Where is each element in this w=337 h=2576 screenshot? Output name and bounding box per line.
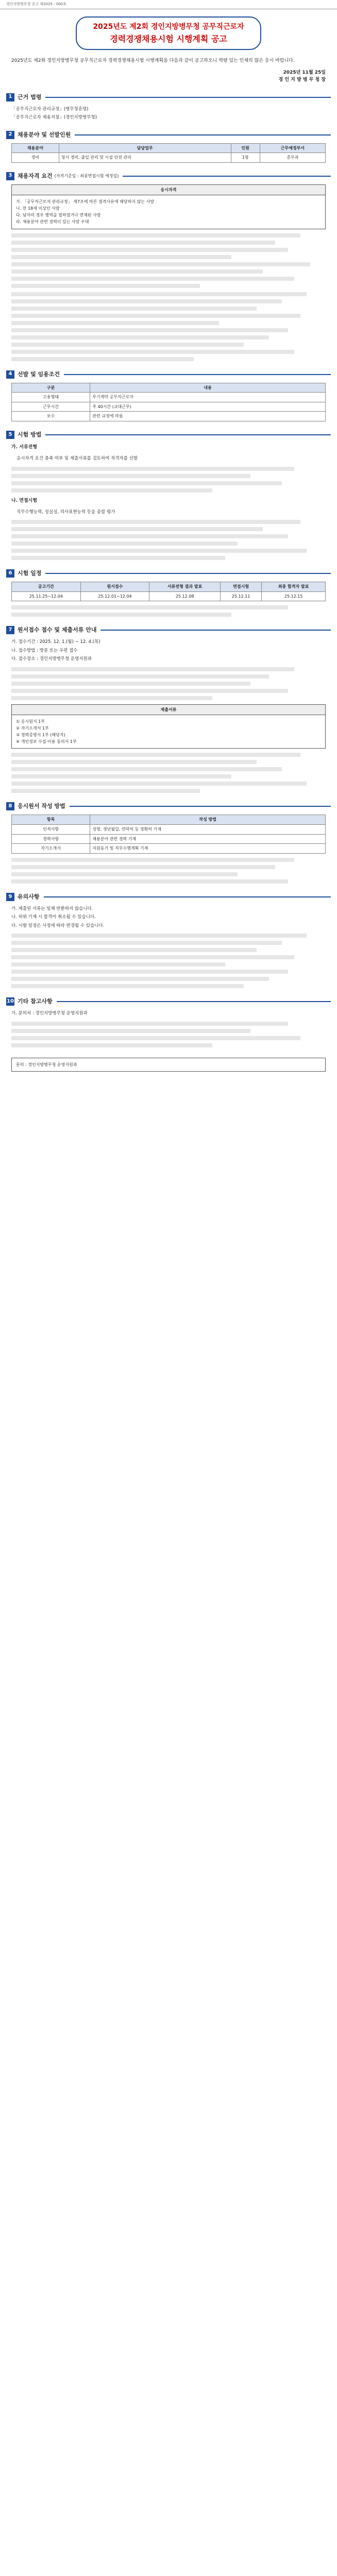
section-rule <box>45 573 331 574</box>
exam-sub-1-text: 응시자격 요건 충족 여부 및 제출서류를 검토하여 적격자를 선발 <box>16 456 138 462</box>
section-title: 유의사항 <box>18 893 40 900</box>
qual-details <box>11 233 326 288</box>
section-4-header <box>6 370 331 379</box>
section-3-header <box>6 172 331 180</box>
section-rule <box>100 630 331 631</box>
schedule-table-wrap <box>11 582 326 601</box>
table-header-row <box>12 815 326 825</box>
table-cell: 25.11.25~12.04 <box>12 591 81 601</box>
form-details <box>11 858 326 884</box>
section-title: 원서접수 접수 및 제출서류 안내 <box>18 626 97 634</box>
table-header-row <box>12 582 326 592</box>
section-5-header <box>6 431 331 439</box>
table-cell: 관련 규정에 따름 <box>90 412 326 421</box>
table-header-cell: 면접시험 <box>220 582 261 592</box>
section-title: 기타 참고사항 <box>18 998 53 1005</box>
caution-line: 가. 제출된 서류는 일체 반환하지 않습니다. <box>11 906 93 911</box>
doc-line: ③ 경력증명서 1부 (해당자) <box>16 733 65 738</box>
qual-line: 가. 「공무직근로자 관리규정」 제7조에 따른 결격사유에 해당하지 않는 사람 <box>16 199 155 204</box>
section-rule <box>44 896 331 897</box>
table-header-cell: 원서접수 <box>80 582 149 592</box>
apply-line: 나. 접수방법 : 방문 또는 우편 접수 <box>11 648 78 653</box>
section-7-header <box>6 626 331 634</box>
section-9-header <box>6 893 331 901</box>
apply-list <box>11 638 326 663</box>
table-row <box>12 834 326 844</box>
section-rule <box>123 176 331 177</box>
qual-details-2 <box>11 292 326 361</box>
intro-text: 2025년도 제2회 경인지방병무청 공무직근로자 경력경쟁채용시험 시행계획을 다음과 같이 공고하오니 역량 있는 인재의 많은 응시 바랍니다. <box>11 58 295 64</box>
section-1-header <box>6 93 331 101</box>
section-number: 10 <box>6 997 14 1006</box>
table-cell: 25.12.08 <box>149 591 221 601</box>
table-header-cell: 서류전형 결과 발표 <box>149 582 221 592</box>
table-header-cell: 담당업무 <box>59 143 231 153</box>
table-cell: 지원동기 및 직무수행계획 기재 <box>90 844 326 854</box>
apply-details <box>11 667 326 700</box>
table-cell: 인적사항 <box>12 825 90 835</box>
cond-table-wrap <box>11 383 326 421</box>
docs-details <box>11 753 326 793</box>
caution-list <box>11 905 326 929</box>
table-cell: 보수 <box>12 412 90 421</box>
section-number: 5 <box>6 431 14 439</box>
date-org <box>11 69 326 84</box>
exam-sub-2: 나. 면접시험 <box>11 498 38 503</box>
qual-line: 라. 채용분야 관련 경력이 있는 사람 우대 <box>16 219 89 225</box>
section-title: 채용분야 및 선발인원 <box>18 131 71 138</box>
section-number: 3 <box>6 172 14 180</box>
table-cell: 1명 <box>231 153 260 163</box>
title-banner <box>76 16 261 50</box>
section-number: 9 <box>6 893 14 901</box>
section-number: 4 <box>6 370 14 379</box>
exam-sub-2-text: 직무수행능력, 성실성, 의사표현능력 등을 종합 평가 <box>16 509 115 515</box>
exam-sub-1: 가. 서류전형 <box>11 445 38 450</box>
section-title: 응시원서 작성 방법 <box>18 803 65 810</box>
schedule-table <box>11 582 326 601</box>
qual-line: 다. 남자의 경우 병역을 필하였거나 면제된 사람 <box>16 213 101 218</box>
doc-line: ④ 개인정보 수집·이용 동의서 1부 <box>16 739 77 744</box>
section-rule <box>64 374 331 375</box>
table-cell: 자기소개서 <box>12 844 90 854</box>
table-row <box>12 402 326 412</box>
header-strip-text: 경인지방병무청 공고 제2025 - 000호 <box>6 2 66 7</box>
schedule-notes <box>11 605 326 617</box>
section-rule <box>45 434 331 435</box>
table-cell: 경비 <box>12 153 59 163</box>
recruit-table <box>11 143 326 163</box>
table-row <box>12 591 326 601</box>
table-cell: 25.12.15 <box>262 591 326 601</box>
docs-box <box>11 704 326 749</box>
section-number: 8 <box>6 802 14 810</box>
section-rule <box>57 1001 331 1002</box>
qual-box-title: 응시자격 <box>12 185 325 195</box>
qual-line: 나. 만 18세 이상인 사람 <box>16 206 60 211</box>
table-row <box>12 412 326 421</box>
table-header-cell: 근무예정부서 <box>260 143 325 153</box>
section-number: 1 <box>6 93 14 101</box>
etc-details <box>11 1022 326 1047</box>
table-cell: 무기계약 공무직근로자 <box>90 393 326 402</box>
table-header-cell: 공고기간 <box>12 582 81 592</box>
section-10-header <box>6 997 331 1006</box>
caution-line: 나. 허위 기재 시 합격이 취소될 수 있습니다. <box>11 914 96 920</box>
section-rule <box>70 806 331 807</box>
table-header-cell: 구분 <box>12 383 90 393</box>
section-title: 선발 및 임용조건 <box>18 370 60 378</box>
doc-line: ② 자기소개서 1부 <box>16 725 49 731</box>
section-title: 시험 방법 <box>18 431 42 438</box>
table-cell: 25.12.01~12.04 <box>80 591 149 601</box>
apply-line: 다. 접수장소 : 경인지방병무청 운영지원과 <box>11 656 92 662</box>
table-cell: 주 40시간 (교대근무) <box>90 402 326 412</box>
table-cell: 채용분야 관련 경력 기재 <box>90 834 326 844</box>
qual-box <box>11 184 326 229</box>
section-title: 근거 법령 <box>18 93 42 100</box>
section-number: 7 <box>6 626 14 634</box>
table-header-row <box>12 143 326 153</box>
section-title: 채용자격 요건 <box>18 172 53 179</box>
form-table <box>11 815 326 853</box>
table-row <box>12 825 326 835</box>
announce-date: 2025년 11월 25일 <box>283 70 326 75</box>
section-title: 시험 일정 <box>18 570 42 577</box>
law-item: 「공무직근로자 채용지침」(경인지방병무청) <box>11 115 97 121</box>
table-row <box>12 153 326 163</box>
apply-line: 가. 접수기간 : 2025. 12. 1.(월) ~ 12. 4.(목) <box>11 639 100 645</box>
header-strip <box>0 0 337 9</box>
caution-details <box>11 934 326 988</box>
title-line-2: 경력경쟁채용시험 시행계획 공고 <box>110 34 227 44</box>
section-subtitle: (자격기준일 : 최종면접시험 예정일) <box>54 173 119 178</box>
footer-contact-text: 문의 : 경인지방병무청 운영지원과 <box>16 1062 77 1067</box>
table-header-cell: 작성 방법 <box>90 815 326 825</box>
announce-org: 경 인 지 방 병 무 청 장 <box>278 77 326 83</box>
caution-line: 다. 시험 일정은 사정에 따라 변경될 수 있습니다. <box>11 923 105 928</box>
table-header-cell: 채용분야 <box>12 143 59 153</box>
docs-box-title: 제출서류 <box>12 705 325 715</box>
table-cell: 총무과 <box>260 153 325 163</box>
section-number: 2 <box>6 131 14 139</box>
section-rule <box>45 97 331 98</box>
section-rule <box>75 134 331 135</box>
doc-line: ① 응시원서 1부 <box>16 719 45 724</box>
table-header-row <box>12 383 326 393</box>
section-2-header <box>6 131 331 139</box>
table-header-cell: 인원 <box>231 143 260 153</box>
etc-line: 가. 문의처 : 경인지방병무청 운영지원과 <box>11 1011 88 1016</box>
table-row <box>12 393 326 402</box>
form-table-wrap <box>11 815 326 853</box>
cond-table <box>11 383 326 421</box>
exam-details-1 <box>11 467 326 493</box>
table-cell: 25.12.11 <box>220 591 261 601</box>
table-header-cell: 항목 <box>12 815 90 825</box>
law-item: 「공무직근로자 관리규정」(병무청훈령) <box>11 106 89 112</box>
section-number: 6 <box>6 569 14 578</box>
table-cell: 고용형태 <box>12 393 90 402</box>
etc-list <box>11 1010 326 1017</box>
section-6-header <box>6 569 331 578</box>
table-row <box>12 844 326 854</box>
table-cell: 청사 경비, 출입 관리 및 시설 안전 관리 <box>59 153 231 163</box>
table-cell: 근무시간 <box>12 402 90 412</box>
exam-details-2 <box>11 520 326 560</box>
table-header-cell: 최종 합격자 발표 <box>262 582 326 592</box>
section-8-header <box>6 802 331 810</box>
recruit-table-wrap <box>11 143 326 163</box>
table-cell: 성명, 생년월일, 연락처 등 정확히 기재 <box>90 825 326 835</box>
table-header-cell: 내용 <box>90 383 326 393</box>
table-cell: 경력사항 <box>12 834 90 844</box>
title-line-1: 2025년도 제2회 경인지방병무청 공무직근로자 <box>93 23 244 31</box>
laws-list <box>11 106 326 122</box>
footer-contact <box>11 1058 326 1072</box>
